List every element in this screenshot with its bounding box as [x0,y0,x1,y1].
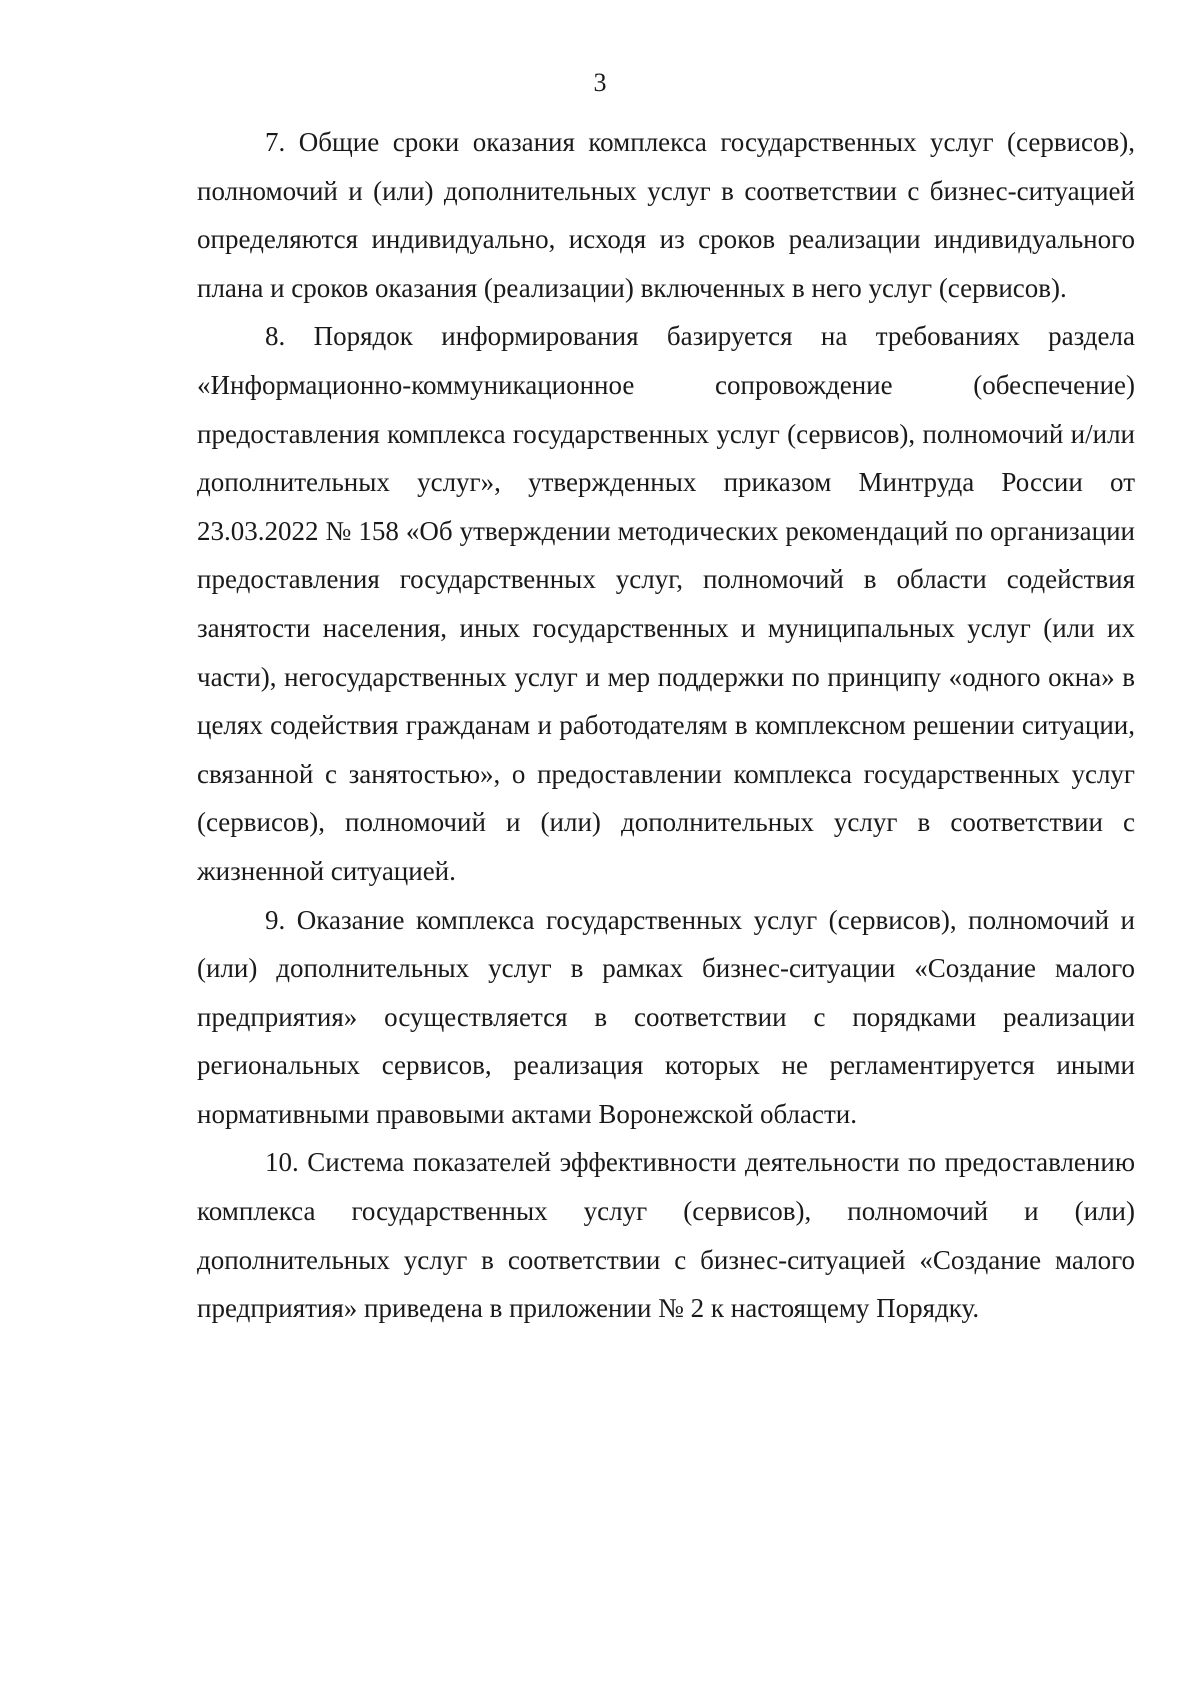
paragraph-9: 9. Оказание комплекса государственных услуг (сервисов), полномочий и (или) дополнительных услуг в рамках бизнес-ситуации «Создание малого предприятия» осуществляется в соответствии с порядками реализации региональных сервисов, реализация которых не регламентируется иными нормативными правовыми актами Воронежской области. [197,904,1135,1129]
paragraph-10: 10. Система показателей эффективности деятельности по предоставлению комплекса государственных услуг (сервисов), полномочий и (или) дополнительных услуг в соответствии с бизнес-ситуацией «Создание малого предприятия» приведена в приложении № 2 к настоящему Порядку. [197,1147,1135,1324]
document-body [197,118,1135,1333]
page-number: 3 [593,68,607,97]
paragraph-7: 7. Общие сроки оказания комплекса государственных услуг (сервисов), полномочий и (или) дополнительных услуг в соответствии с бизнес-ситуацией определяются индивидуально, исходя из сроков реализации индивидуального плана и сроков оказания (реализации) включенных в него услуг (сервисов). [197,127,1135,303]
paragraph-8: 8. Порядок информирования базируется на требованиях раздела «Информационно-коммуникационное сопровождение (обеспечение) предоставления комплекса государственных услуг (сервисов), полномочий и/или дополнительных услуг», утвержденных приказом Минтруда России от 23.03.2022 № 158 «Об утверждении методических рекомендаций по организации предоставления государственных услуг, полномочий в области содействия занятости населения, иных государственных и муниципальных услуг (или их части), негосударственных услуг и мер поддержки по принципу «одного окна» в целях содействия гражданам и работодателям в комплексном решении ситуации, связанной с занятостью», о предоставлении комплекса государственных услуг (сервисов), полномочий и (или) дополнительных услуг в соответствии с жизненной ситуацией. [197,321,1135,886]
